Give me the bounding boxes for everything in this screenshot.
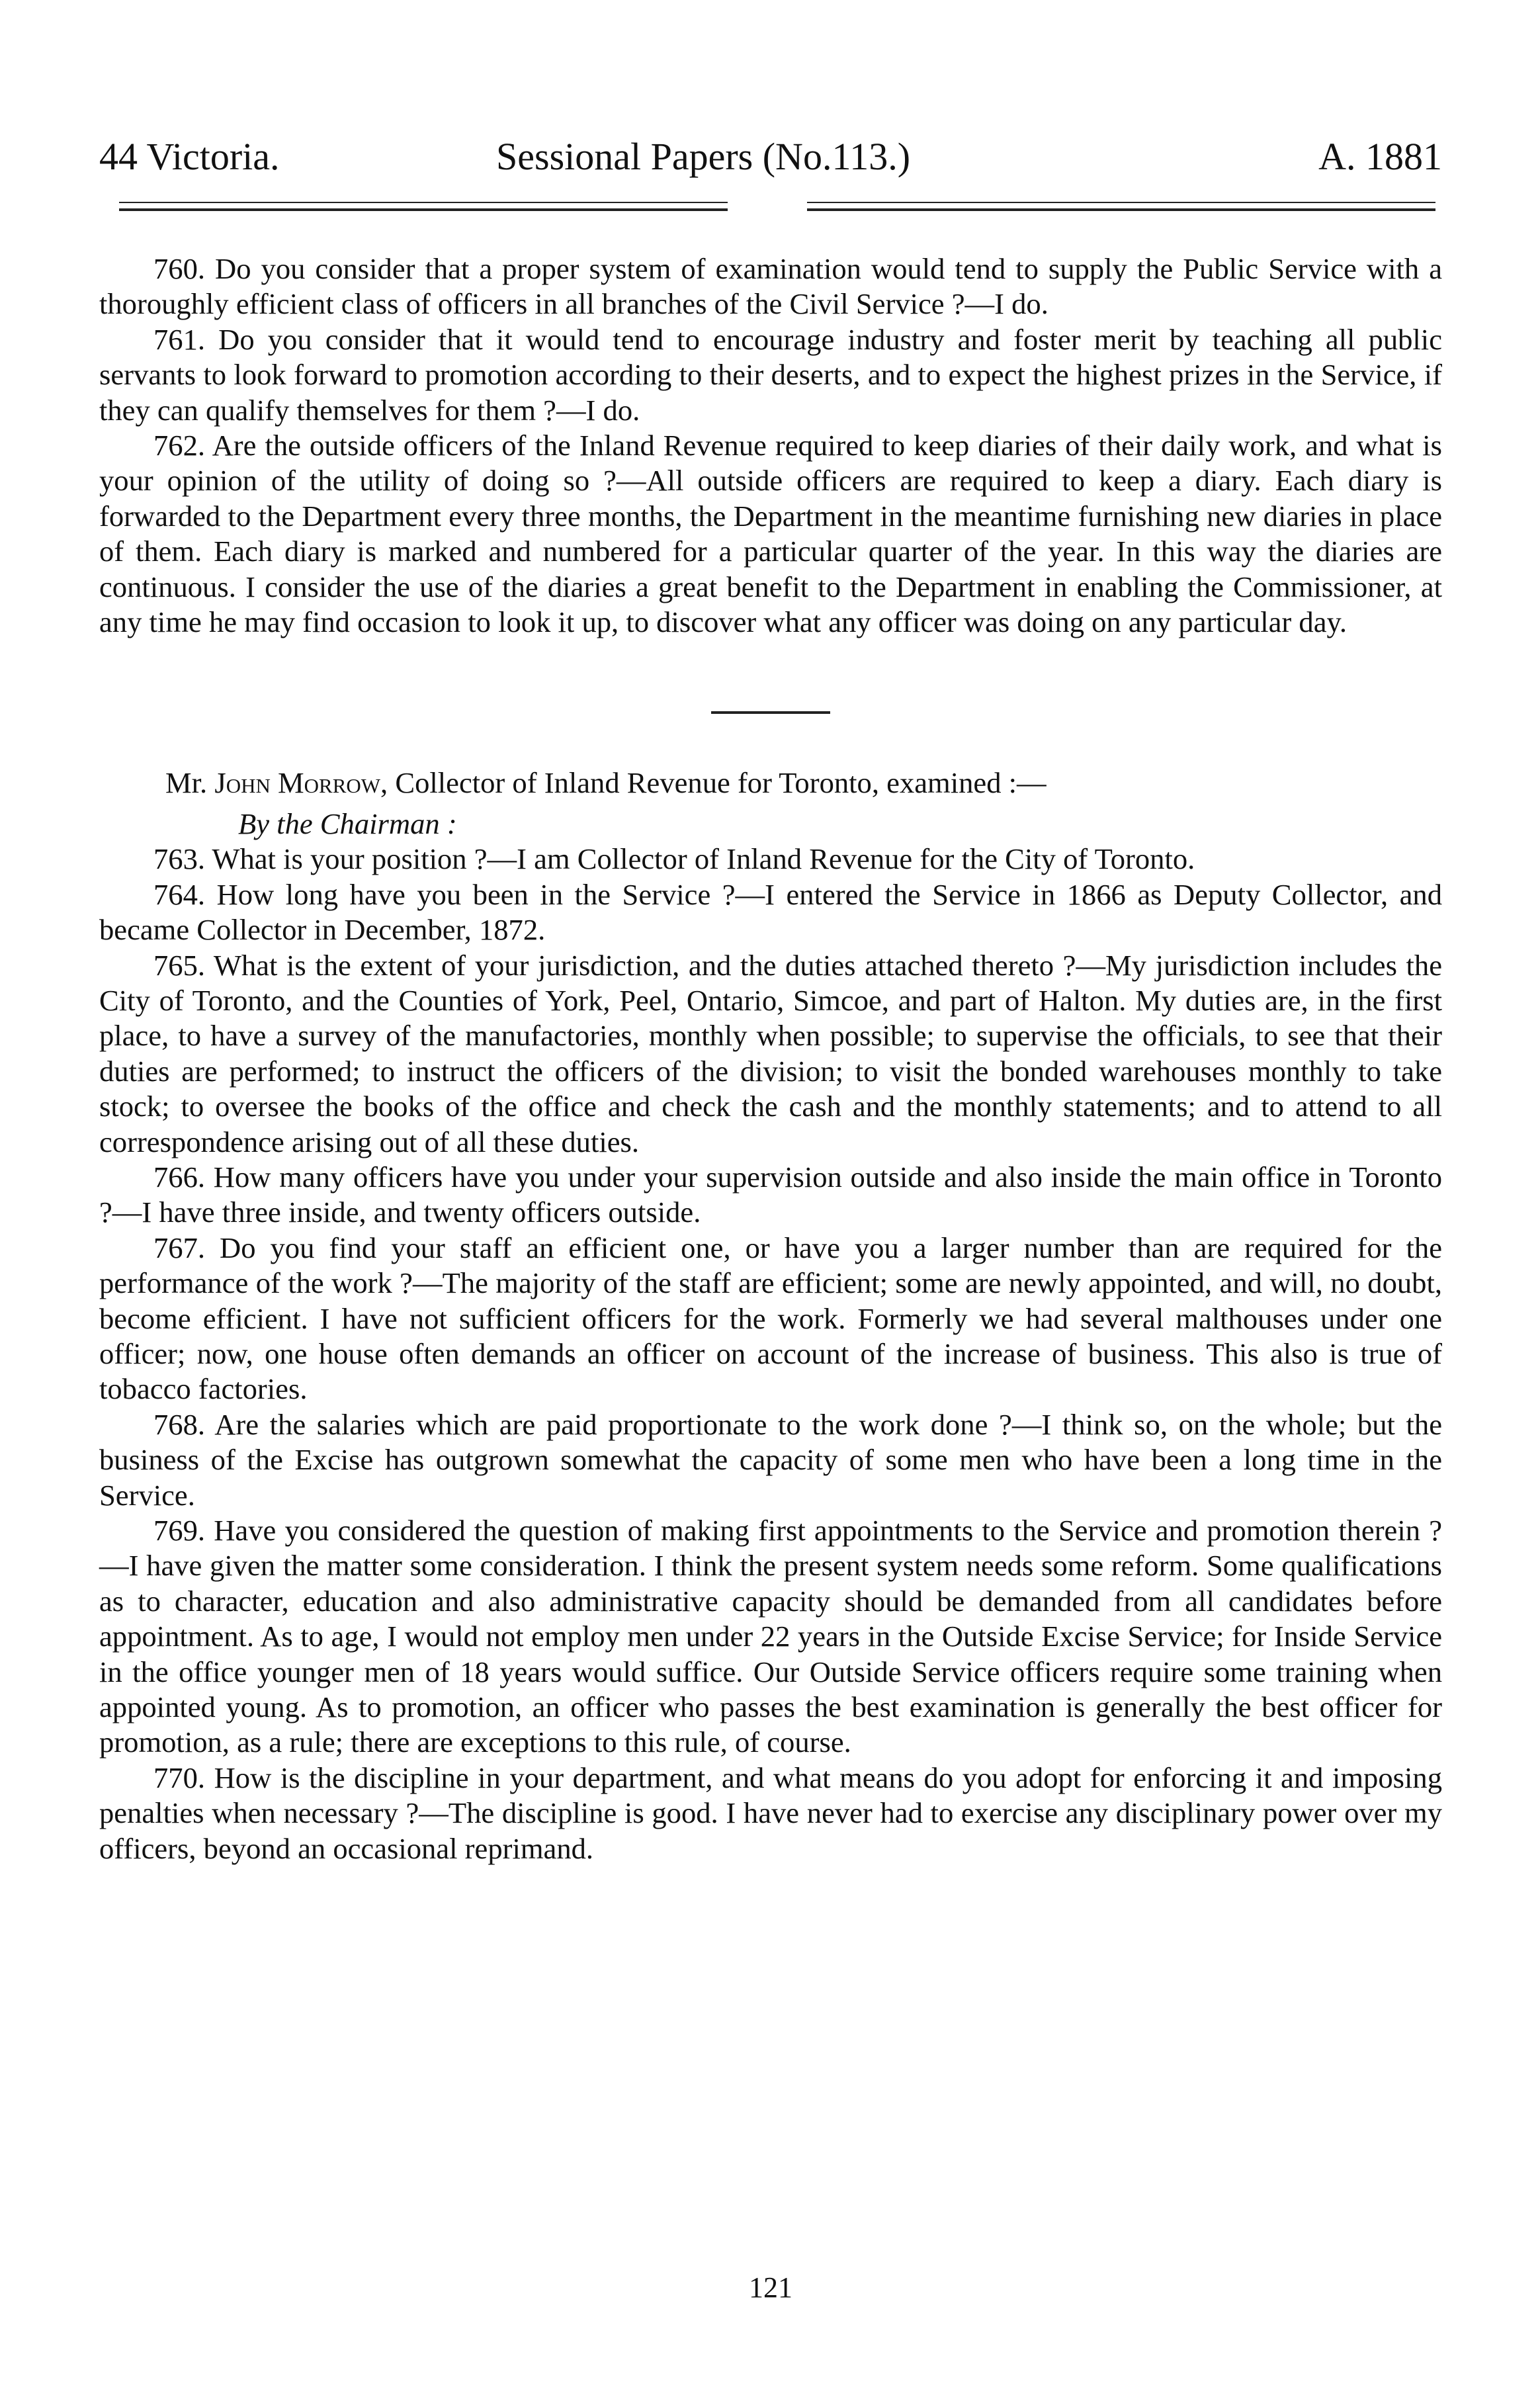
- header-year: A. 1881: [1318, 135, 1442, 178]
- section-divider: [711, 711, 830, 714]
- witness-heading: [99, 765, 1442, 801]
- paragraph-761: 761. Do you consider that it would tend to encourage industry and foster merit by teaching all public servants to look forward to promotion according to their deserts, and to expect the highest prizes in the Service, if they can qualify themselves for them ?—I do.: [99, 322, 1442, 427]
- witness-prefix: Mr.: [165, 766, 215, 800]
- header-rule-left-thin: [119, 202, 728, 203]
- paragraph-769: 769. Have you considered the question of making first appointments to the Service and promotion therein ?—I have given the matter some consideration. I think the present system needs some reform. Some qualifications as to character, education and also administrative capacity should be demanded from all candidates before appointment. As to age, I would not employ men under 22 years in the Outside Excise Service; for Inside Service in the office younger men of 18 years would suffice. Our Outside Service officers require some training when appointed young. As to promotion, an officer who passes the best examination is generally the best officer for promotion, as a rule; there are exceptions to this rule, of course.: [99, 1514, 1442, 1759]
- running-header: [99, 127, 1442, 187]
- paragraph-764: 764. How long have you been in the Service ?—I entered the Service in 1866 as Deputy Collector, and became Collector in December, 1872.: [99, 877, 1442, 947]
- header-title: Sessional Papers (No.113.): [496, 135, 911, 178]
- header-rule-right-thin: [807, 202, 1435, 203]
- header-session: 44 Victoria.: [99, 135, 280, 178]
- main-text: [99, 251, 1442, 1866]
- paragraph-770: 770. How is the discipline in your department, and what means do you adopt for enforcing it and imposing penalties when necessary ?—The discipline is good. I have never had to exercise any disciplinary power over my officers, beyond an occasional reprimand.: [99, 1761, 1442, 1865]
- paragraph-766: 766. How many officers have you under your supervision outside and also inside the main office in Toronto ?—I have three inside, and twenty officers outside.: [99, 1160, 1442, 1229]
- by-chairman-heading: By the Chairman :: [238, 806, 457, 840]
- paragraph-762: 762. Are the outside officers of the Inland Revenue required to keep diaries of their daily work, and what is your opinion of the utility of doing so ?—All outside officers are required to keep a diary. Each diary is forwarded to the Department every three months, the Department in the meantime furnishing new diaries in place of them. Each diary is marked and numbered for a particular quarter of the year. In this way the diaries are continuous. I consider the use of the diaries a great benefit to the Department in enabling the Commissioner, at any time he may find occasion to look it up, to discover what any officer was doing on any particular day.: [99, 429, 1442, 639]
- header-double-rule: [99, 202, 1442, 218]
- header-rule-left-thick: [119, 208, 728, 211]
- paragraph-763: 763. What is your position ?—I am Collector of Inland Revenue for the City of Toronto.: [153, 842, 1195, 876]
- witness-name: John Morrow: [214, 766, 381, 800]
- witness-suffix: , Collector of Inland Revenue for Toronto, examined :—: [380, 766, 1047, 800]
- page-number: 121: [749, 2271, 792, 2304]
- paragraph-765: 765. What is the extent of your jurisdiction, and the duties attached thereto ?—My jurisdiction includes the City of Toronto, and the Counties of York, Peel, Ontario, Simcoe, and part of Halton. My duties are, in the first place, to have a survey of the manufactories, monthly when possible; to supervise the officials, to see that their duties are performed; to instruct the officers of the division; to visit the bonded warehouses monthly to take stock; to oversee the books of the office and check the cash and the monthly statements; and to attend to all correspondence arising out of all these duties.: [99, 948, 1442, 1158]
- header-rule-right-thick: [807, 208, 1435, 211]
- paragraph-768: 768. Are the salaries which are paid proportionate to the work done ?—I think so, on the whole; but the business of the Excise has outgrown somewhat the capacity of some men who have been a long time in the Service.: [99, 1407, 1442, 1512]
- paragraph-760: 760. Do you consider that a proper system of examination would tend to supply the Public Service with a thoroughly efficient class of officers in all branches of the Civil Service ?—I do.: [99, 252, 1442, 321]
- paragraph-767: 767. Do you find your staff an efficient one, or have you a larger number than are required for the performance of the work ?—The majority of the staff are efficient; some are newly appointed, and will, no doubt, become efficient. I have not sufficient officers for the work. Formerly we had several malthouses under one officer; now, one house often demands an officer on account of the increase of business. This also is true of tobacco factories.: [99, 1231, 1442, 1406]
- document-page: [99, 0, 1442, 2395]
